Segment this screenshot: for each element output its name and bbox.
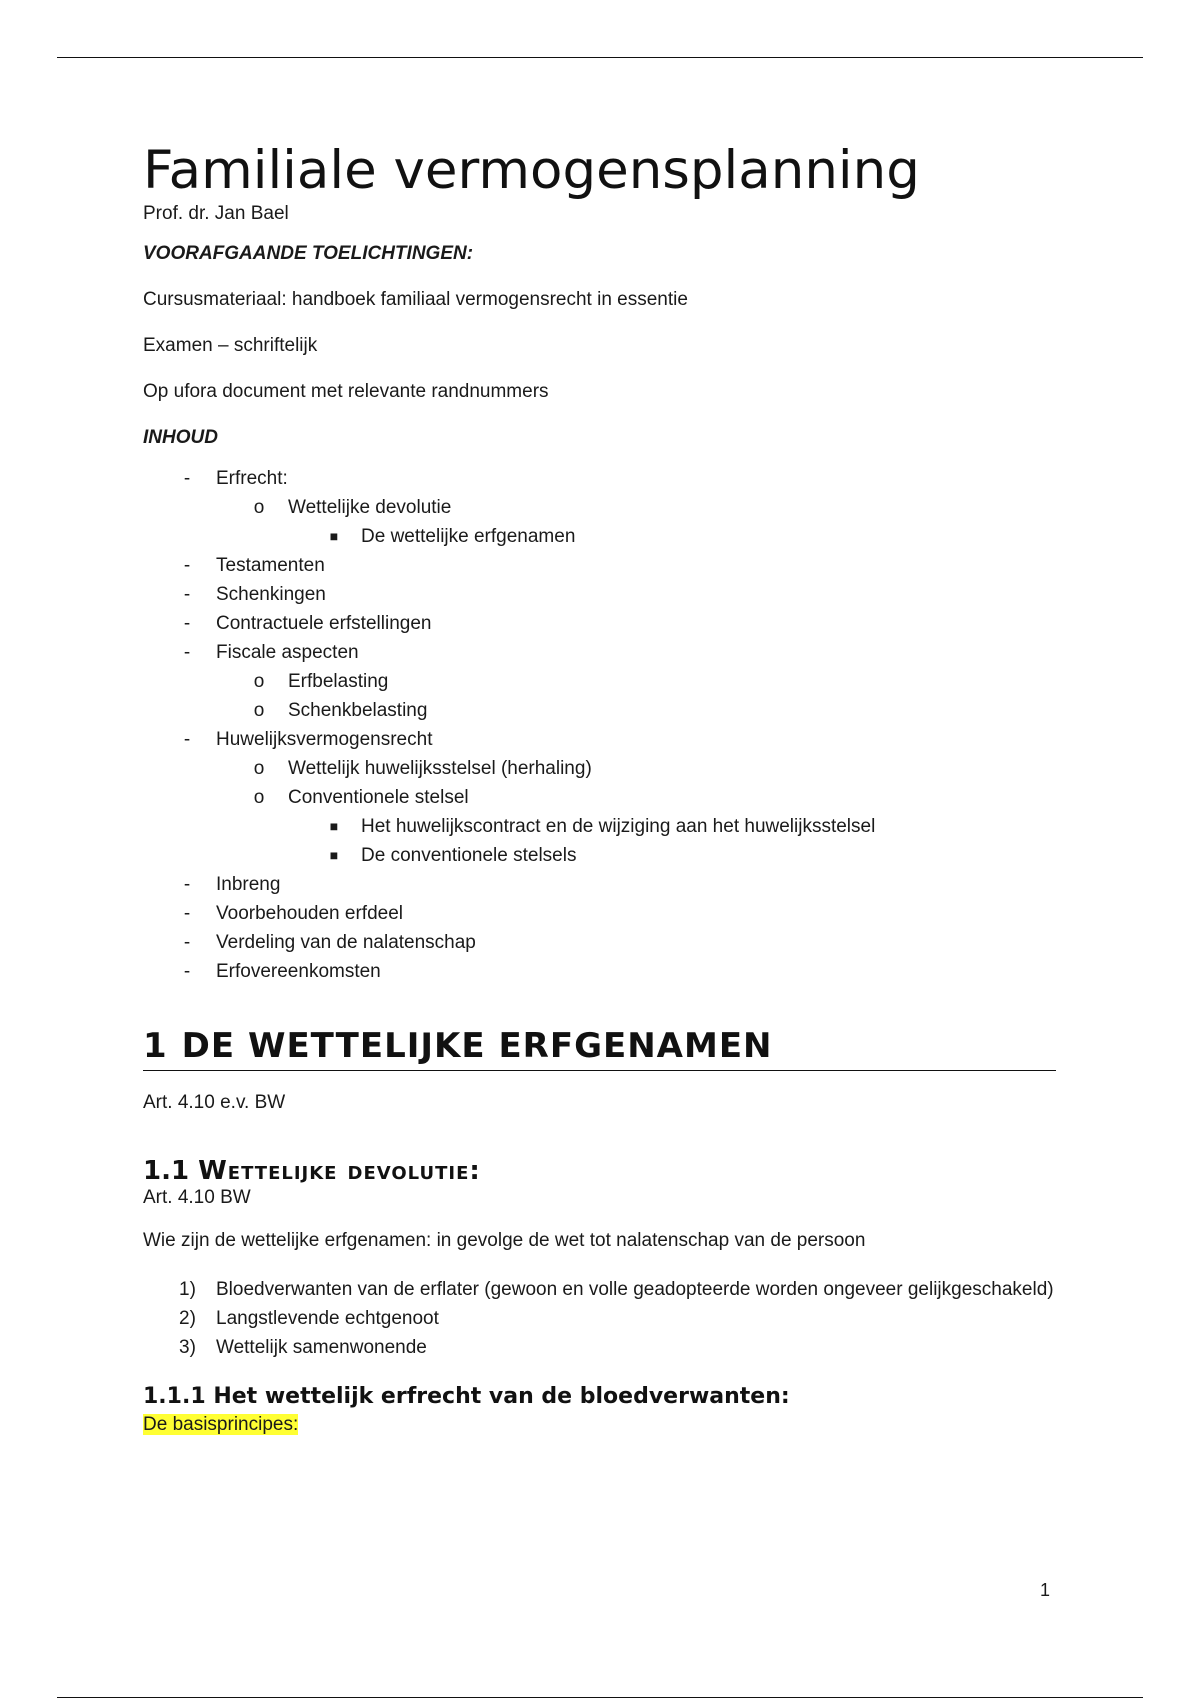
section-title: DE WETTELIJKE ERFGENAMEN [181,1026,773,1066]
toc-marker: o [253,700,265,721]
toc-item-text: Schenkingen [216,584,326,605]
section-article: Art. 4.10 BW [143,1187,251,1208]
toc-item [143,667,1056,696]
list-item [143,1275,1056,1304]
toc-item [143,551,1056,580]
author-line: Prof. dr. Jan Bael [143,203,289,224]
toc-item-text: De wettelijke erfgenamen [361,526,576,547]
toc-marker: o [253,758,265,779]
section-title: Het wettelijk erfrecht van de bloedverwanten: [213,1384,790,1409]
toc-item-text: Fiscale aspecten [216,642,359,663]
section-number: 1 [143,1026,168,1066]
toc-item [143,522,1056,551]
list-marker: 3) [179,1337,196,1358]
list-item-text: Wettelijk samenwonende [216,1337,427,1358]
toc-item [143,957,1056,986]
toc-marker: ■ [329,847,339,863]
toc-item-text: Het huwelijkscontract en de wijziging aan het huwelijksstelsel [361,816,876,837]
toc-marker: - [183,613,191,634]
intro-line: Examen – schriftelijk [143,335,318,356]
footer-rule [57,1697,1143,1698]
toc-marker: o [253,497,265,518]
toc-marker: - [183,932,191,953]
toc-marker: - [183,874,191,895]
list-marker: 1) [179,1279,196,1300]
section-number: 1.1 [143,1156,190,1186]
toc-item-text: Conventionele stelsel [288,787,469,808]
toc-item [143,493,1056,522]
toc-item-text: Erfrecht: [216,468,288,489]
toc-item [143,638,1056,667]
table-of-contents [143,464,1056,986]
toc-item-text: Huwelijksvermogensrecht [216,729,433,750]
toc-item [143,725,1056,754]
section-number: 1.1.1 [143,1384,206,1409]
page-number: 1 [1040,1580,1051,1600]
toc-marker: - [183,642,191,663]
toc-item [143,928,1056,957]
toc-item-text: Testamenten [216,555,325,576]
list-item [143,1304,1056,1333]
toc-marker: o [253,671,265,692]
header-rule [57,57,1143,58]
list-marker: 2) [179,1308,196,1329]
toc-item-text: Erfovereenkomsten [216,961,381,982]
intro-heading: VOORAFGAANDE TOELICHTINGEN: [143,243,474,264]
toc-item-text: Contractuele erfstellingen [216,613,432,634]
toc-item [143,580,1056,609]
section-article: Art. 4.10 e.v. BW [143,1092,286,1113]
highlighted-text: De basisprincipes: [143,1414,299,1435]
toc-item-text: Verdeling van de nalatenschap [216,932,476,953]
toc-item [143,754,1056,783]
toc-item-text: Erfbelasting [288,671,389,692]
toc-item-text: De conventionele stelsels [361,845,577,866]
toc-marker: ■ [329,818,339,834]
toc-marker: - [183,729,191,750]
section-intro: Wie zijn de wettelijke erfgenamen: in gevolge de wet tot nalatenschap van de persoon [143,1230,866,1251]
toc-marker: - [183,468,191,489]
contents-heading: INHOUD [143,427,218,448]
list-item-text: Bloedverwanten van de erflater (gewoon en volle geadopteerde worden ongeveer gelijkgeschakeld) [216,1279,1054,1300]
toc-marker: - [183,961,191,982]
list-item [143,1333,1056,1362]
section-heading-1 [143,1024,1056,1071]
section-title: Wettelijke devolutie: [198,1156,481,1186]
intro-line: Cursusmateriaal: handboek familiaal vermogensrecht in essentie [143,289,688,310]
toc-item [143,899,1056,928]
toc-item-text: Inbreng [216,874,281,895]
toc-item [143,609,1056,638]
page-content [143,140,1056,1438]
toc-marker: - [183,903,191,924]
toc-item [143,870,1056,899]
toc-item [143,812,1056,841]
toc-item [143,464,1056,493]
list-item-text: Langstlevende echtgenoot [216,1308,439,1329]
toc-item [143,841,1056,870]
toc-marker: - [183,555,191,576]
toc-marker: - [183,584,191,605]
highlighted-text-block [143,1412,1056,1438]
toc-item-text: Voorbehouden erfdeel [216,903,403,924]
heirs-list [143,1275,1056,1362]
toc-item-text: Wettelijk huwelijksstelsel (herhaling) [288,758,592,779]
toc-marker: ■ [329,528,339,544]
toc-item-text: Schenkbelasting [288,700,428,721]
toc-item [143,783,1056,812]
document-title: Familiale vermogensplanning [143,140,920,201]
section-heading-1-1-1 [143,1382,1056,1412]
section-heading-1-1 [143,1155,1056,1187]
intro-line: Op ufora document met relevante randnummers [143,381,549,402]
toc-marker: o [253,787,265,808]
toc-item-text: Wettelijke devolutie [288,497,452,518]
toc-item [143,696,1056,725]
